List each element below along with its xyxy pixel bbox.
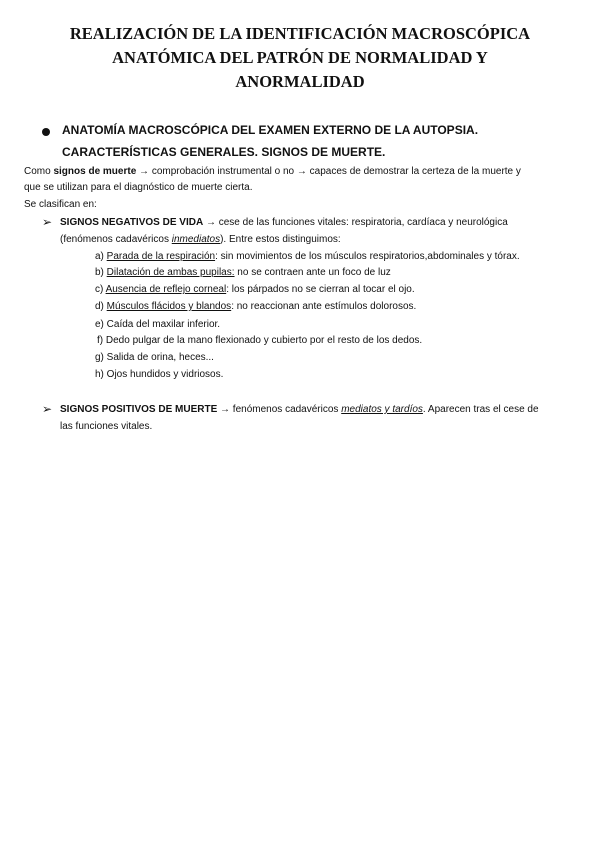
positive-signs-line-2: las funciones vitales. xyxy=(60,421,153,432)
list-item xyxy=(95,266,391,280)
list-item-text: Dedo pulgar de la mano flexionado y cubierto por el resto de los dedos. xyxy=(105,335,423,346)
list-item-text: : sin movimientos de los músculos respiratorios,abdominales y tórax. xyxy=(215,251,520,262)
list-item-prefix: e) xyxy=(95,319,107,330)
positive-signs-emphasis: mediatos y tardíos xyxy=(341,404,423,415)
negative-signs-text: (fenómenos cadavéricos xyxy=(60,234,172,245)
title-line-1: REALIZACIÓN DE LA IDENTIFICACIÓN MACROSCÓPICA xyxy=(69,24,531,43)
positive-signs-line-1 xyxy=(60,403,539,417)
list-item-prefix: h) xyxy=(95,369,107,380)
list-item-label: Parada de la respiración xyxy=(106,251,216,262)
intro-paragraph-line-2: que se utilizan para el diagnóstico de muerte cierta. xyxy=(24,182,253,193)
list-item-prefix: c) xyxy=(95,284,106,295)
list-item-prefix: g) xyxy=(95,352,107,363)
list-item-text: Salida de orina, heces... xyxy=(106,352,214,363)
intro-text: Como xyxy=(24,166,54,177)
list-item-text: : no reaccionan ante estímulos dolorosos. xyxy=(231,301,417,312)
arrow-bullet-icon: ➢ xyxy=(42,215,53,229)
negative-signs-text: ). Entre estos distinguimos: xyxy=(220,234,341,245)
intro-text-rest: → comprobación instrumental o no → capaces de demostrar la certeza de la muerte y xyxy=(136,166,521,177)
title-line-2: ANATÓMICA DEL PATRÓN DE NORMALIDAD Y xyxy=(112,48,488,67)
list-item xyxy=(95,283,415,297)
list-item-text: Ojos hundidos y vidriosos. xyxy=(106,369,224,380)
list-item xyxy=(95,368,223,382)
list-item xyxy=(97,334,422,348)
list-item-prefix: f) xyxy=(97,335,106,346)
negative-signs-text: → cese de las funciones vitales: respiratoria, cardíaca y neurológica xyxy=(203,217,508,228)
list-item xyxy=(95,300,416,314)
list-item xyxy=(95,250,520,264)
list-item xyxy=(95,318,220,332)
section-heading-line-2: CARACTERÍSTICAS GENERALES. SIGNOS DE MUERTE. xyxy=(62,145,386,159)
positive-signs-heading: SIGNOS POSITIVOS DE MUERTE xyxy=(60,404,218,415)
negative-signs-emphasis: inmediatos xyxy=(171,234,221,245)
list-item-label: Músculos flácidos y blandos xyxy=(106,301,232,312)
list-item xyxy=(95,351,214,365)
list-item-prefix: b) xyxy=(95,267,107,278)
page-title xyxy=(20,22,580,94)
bullet-dot-icon xyxy=(42,128,50,136)
positive-signs-text: → fenómenos cadavéricos xyxy=(217,404,342,415)
list-item-prefix: a) xyxy=(95,251,107,262)
list-item-prefix: d) xyxy=(95,301,107,312)
list-item-text: Caída del maxilar inferior. xyxy=(106,319,221,330)
title-line-3: ANORMALIDAD xyxy=(235,72,365,91)
section-heading-line-1: ANATOMÍA MACROSCÓPICA DEL EXAMEN EXTERNO DE LA AUTOPSIA. xyxy=(62,123,479,137)
positive-signs-text: . Aparecen tras el cese de xyxy=(422,404,539,415)
negative-signs-heading: SIGNOS NEGATIVOS DE VIDA xyxy=(60,217,204,228)
intro-bold-term: signos de muerte xyxy=(53,166,137,177)
negative-signs-line-2 xyxy=(60,233,341,247)
list-item-text: no se contraen ante un foco de luz xyxy=(234,267,391,278)
list-item-text: : los párpados no se cierran al tocar el ojo. xyxy=(226,284,415,295)
arrow-bullet-icon: ➢ xyxy=(42,402,53,416)
list-item-label: Ausencia de reflejo corneal xyxy=(105,284,227,295)
list-item-label: Dilatación de ambas pupilas: xyxy=(106,267,235,278)
intro-paragraph-line-3: Se clasifican en: xyxy=(24,199,97,210)
intro-paragraph-line-1 xyxy=(24,165,521,179)
negative-signs-line-1 xyxy=(60,216,508,230)
